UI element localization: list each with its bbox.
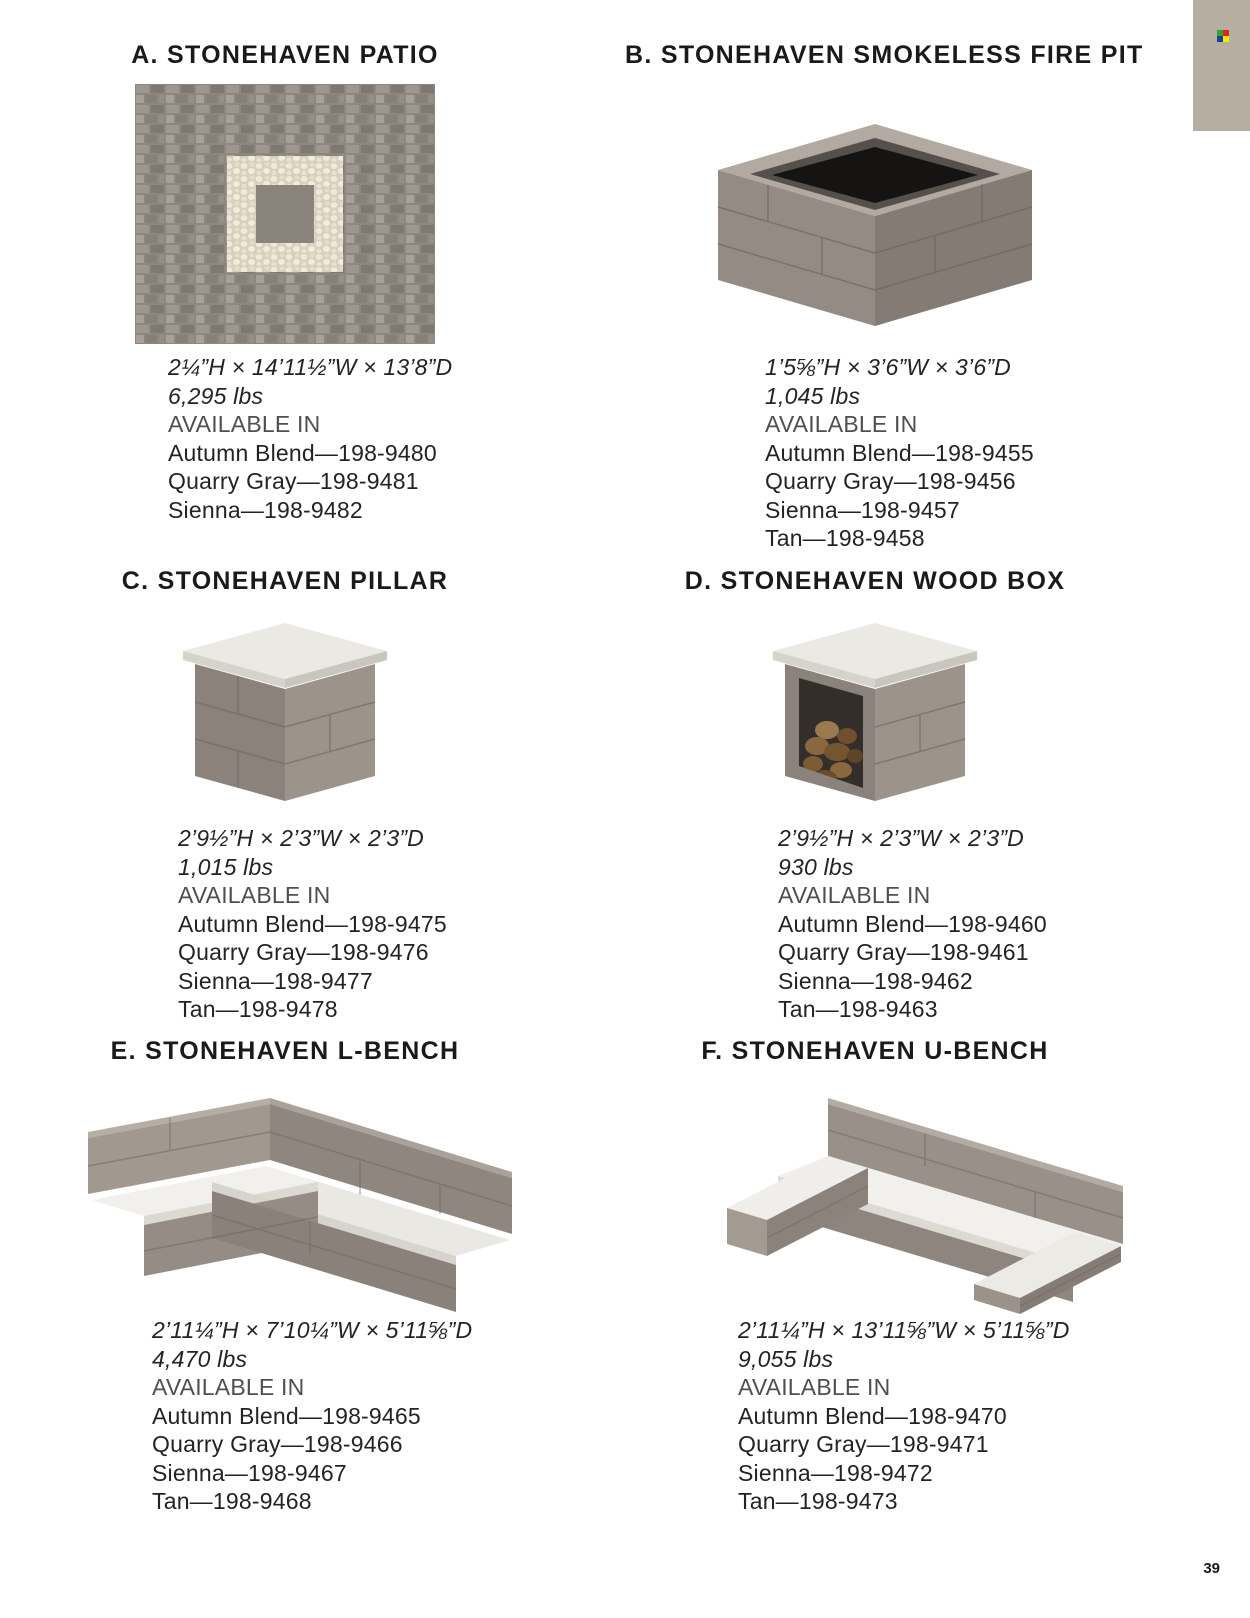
color-option-tan: Tan—198-9458 [765, 525, 925, 551]
product-card-fire-pit [625, 40, 1144, 553]
product-dimensions: 1’5⅝”H × 3’6”W × 3’6”D [765, 354, 1011, 380]
product-weight: 6,295 lbs [168, 382, 264, 409]
color-option-sienna: Sienna—198-9457 [765, 496, 960, 523]
product-dimensions: 2’11¼”H × 13’11⅝”W × 5’11⅝”D [738, 1317, 1070, 1343]
product-card-patio [35, 40, 535, 524]
product-weight: 4,470 lbs [152, 1345, 248, 1372]
product-specs [35, 1316, 535, 1516]
product-specs [35, 824, 535, 1024]
color-option-tan: Tan—198-9473 [738, 1488, 898, 1514]
available-in-label: AVAILABLE IN [738, 1374, 891, 1400]
product-weight: 930 lbs [778, 853, 854, 880]
color-option-sienna: Sienna—198-9467 [152, 1459, 347, 1486]
color-option-autumn-blend: Autumn Blend—198-9455 [765, 439, 1034, 466]
color-option-sienna: Sienna—198-9477 [178, 967, 373, 994]
color-option-autumn-blend: Autumn Blend—198-9480 [168, 439, 437, 466]
color-option-tan: Tan—198-9478 [178, 996, 338, 1022]
product-dimensions: 2’9½”H × 2’3”W × 2’3”D [178, 825, 424, 851]
product-title: C. STONEHAVEN PILLAR [121, 567, 449, 595]
u-bench-product-photo [695, 1074, 1155, 1314]
color-option-autumn-blend: Autumn Blend—198-9460 [778, 910, 1047, 937]
color-option-tan: Tan—198-9463 [778, 996, 938, 1022]
page-number: 39 [1203, 1560, 1220, 1577]
color-option-quarry-gray: Quarry Gray—198-9481 [168, 468, 419, 494]
color-option-sienna: Sienna—198-9472 [738, 1459, 933, 1486]
product-card-pillar [35, 566, 535, 1024]
color-option-autumn-blend: Autumn Blend—198-9470 [738, 1402, 1007, 1429]
product-weight: 1,015 lbs [178, 853, 274, 880]
product-dimensions: 2’9½”H × 2’3”W × 2’3”D [778, 825, 1024, 851]
product-weight: 9,055 lbs [738, 1345, 834, 1372]
color-option-sienna: Sienna—198-9462 [778, 967, 973, 994]
product-title: A. STONEHAVEN PATIO [131, 41, 439, 69]
color-option-quarry-gray: Quarry Gray—198-9466 [152, 1431, 403, 1457]
available-in-label: AVAILABLE IN [778, 882, 931, 908]
wood-box-product-photo [765, 618, 985, 808]
available-in-label: AVAILABLE IN [152, 1374, 305, 1400]
color-option-quarry-gray: Quarry Gray—198-9476 [178, 939, 429, 965]
product-card-wood-box [625, 566, 1125, 1024]
product-dimensions: 2¼”H × 14’11½”W × 13’8”D [168, 354, 453, 380]
product-card-l-bench [35, 1036, 535, 1516]
product-title: E. STONEHAVEN L-BENCH [110, 1037, 460, 1065]
available-in-label: AVAILABLE IN [168, 411, 321, 437]
color-option-quarry-gray: Quarry Gray—198-9471 [738, 1431, 989, 1457]
available-in-label: AVAILABLE IN [178, 882, 331, 908]
product-specs [35, 353, 535, 524]
color-option-autumn-blend: Autumn Blend—198-9465 [152, 1402, 421, 1429]
product-weight: 1,045 lbs [765, 382, 861, 409]
product-specs [625, 824, 1125, 1024]
fire-pit-product-photo [710, 114, 1040, 329]
product-card-u-bench [625, 1036, 1125, 1516]
color-option-sienna: Sienna—198-9482 [168, 496, 363, 523]
product-title: F. STONEHAVEN U-BENCH [701, 1037, 1049, 1065]
grid-icon-quadrant-yellow [1223, 36, 1229, 42]
color-grid-icon [1217, 30, 1229, 42]
color-option-autumn-blend: Autumn Blend—198-9475 [178, 910, 447, 937]
color-option-tan: Tan—198-9468 [152, 1488, 312, 1514]
product-specs [625, 353, 1125, 553]
l-bench-product-photo [60, 1074, 520, 1314]
product-title: B. STONEHAVEN SMOKELESS FIRE PIT [625, 41, 1144, 69]
color-option-quarry-gray: Quarry Gray—198-9456 [765, 468, 1016, 494]
color-option-quarry-gray: Quarry Gray—198-9461 [778, 939, 1029, 965]
product-dimensions: 2’11¼”H × 7’10¼”W × 5’11⅝”D [152, 1317, 473, 1343]
patio-product-photo [135, 84, 435, 344]
available-in-label: AVAILABLE IN [765, 411, 918, 437]
product-title: D. STONEHAVEN WOOD BOX [684, 567, 1066, 595]
pillar-product-photo [175, 618, 395, 808]
product-specs [625, 1316, 1125, 1516]
corner-tab [1193, 0, 1250, 131]
